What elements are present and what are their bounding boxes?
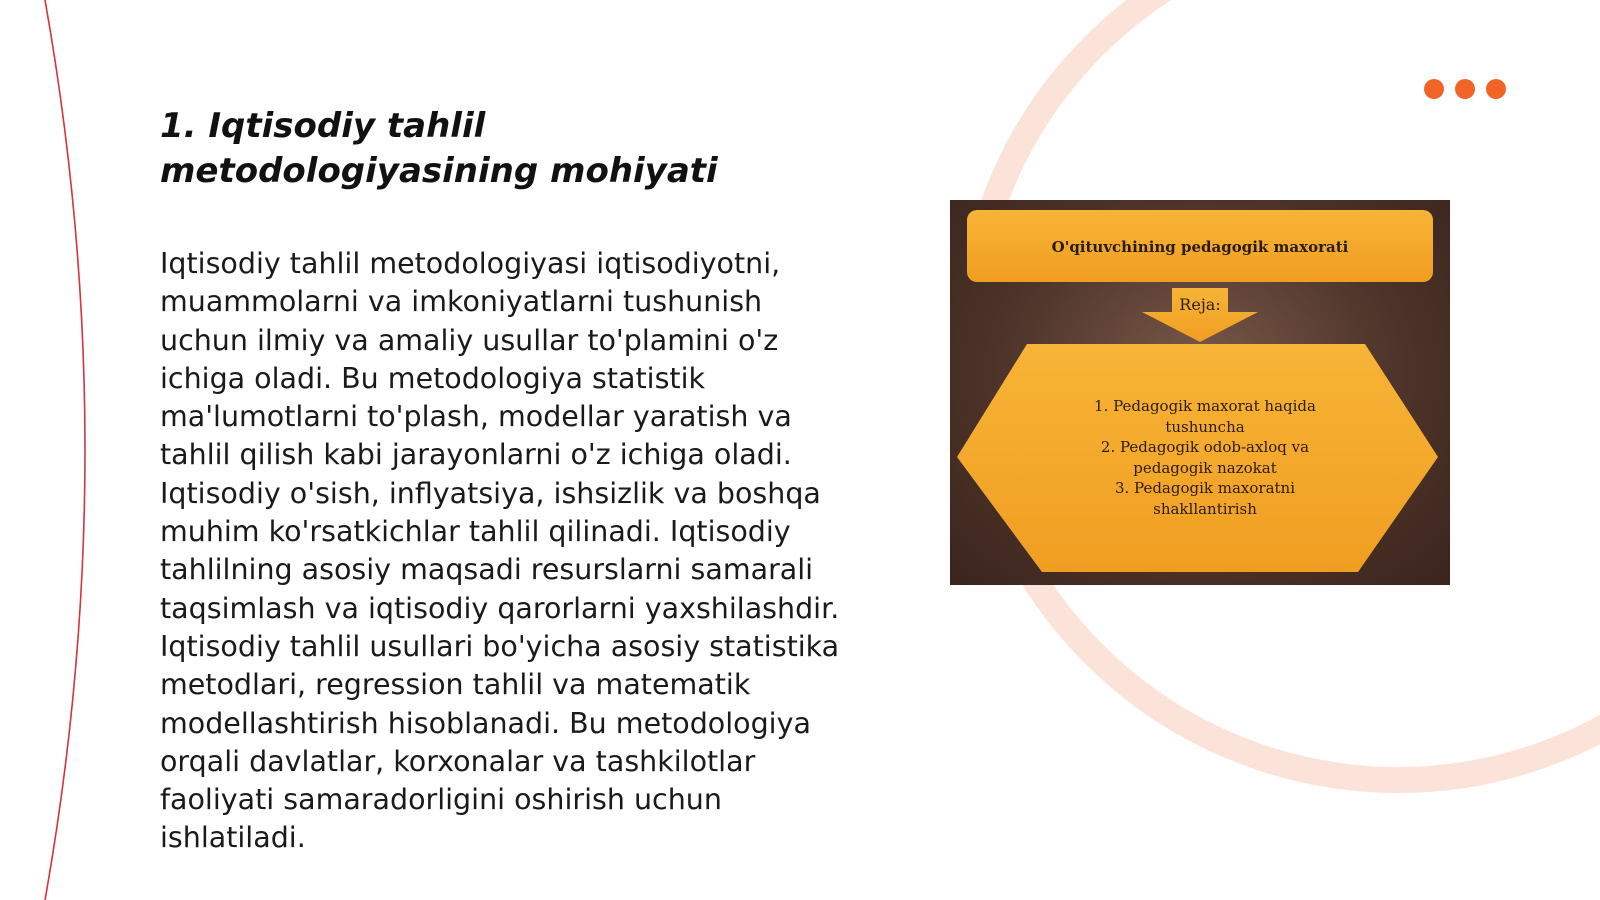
image-graphic — [950, 200, 1450, 585]
image-item-1-line2: tushuncha — [1165, 418, 1245, 436]
dot-1 — [1424, 79, 1444, 99]
left-curve-line — [45, 0, 85, 900]
slide-title: 1. Iqtisodiy tahlil metodologiyasining mohiyati — [160, 106, 718, 191]
image-item-2-line1: 2. Pedagogik odob-axloq va — [1100, 438, 1310, 456]
image-item-3-line2: shakllantirish — [1153, 500, 1257, 518]
slide-paragraph: Iqtisodiy tahlil metodologiyasi iqtisodiyotni, muammolarni va imkoniyatlarni tushunish uchun ilmiy va amaliy usullar to'plamini o'z ichiga oladi. Bu metodologiya statistik ma'lumotlarni to'plash, modellar yaratish va tahlil qilish kabi jarayonlarni o'z ichiga oladi. Iqtisodiy o'sish, inflyatsiya, ishsizlik va boshqa muhim ko'rsatkichlar tahlil qilinadi. Iqtisodiy tahlilning asosiy maqsadi resurslarni samarali taqsimlash va iqtisodiy qarorlarni yaxshilashdir. Iqtisodiy tahlil usullari bo'yicha asosiy statistika metodlari, regression tahlil va matematik modellashtirish hisoblanadi. Bu metodologiya orqali davlatlar, korxonalar va tashkilotlar faoliyati samaradorligini oshirish uchun ishlatiladi. — [160, 247, 840, 855]
image-hexagon — [957, 344, 1438, 572]
slide-image — [950, 200, 1450, 585]
image-item-1-line1: 1. Pedagogik maxorat haqida — [1094, 397, 1316, 415]
image-header-text: O'qituvchining pedagogik maxorati — [1051, 238, 1349, 256]
dot-3 — [1486, 79, 1506, 99]
image-item-3-line1: 3. Pedagogik maxoratni — [1114, 479, 1296, 497]
decorative-dots — [1424, 79, 1506, 99]
image-item-2-line2: pedagogik nazokat — [1133, 459, 1277, 477]
image-arrow-label: Reja: — [1179, 295, 1221, 314]
dot-2 — [1455, 79, 1475, 99]
